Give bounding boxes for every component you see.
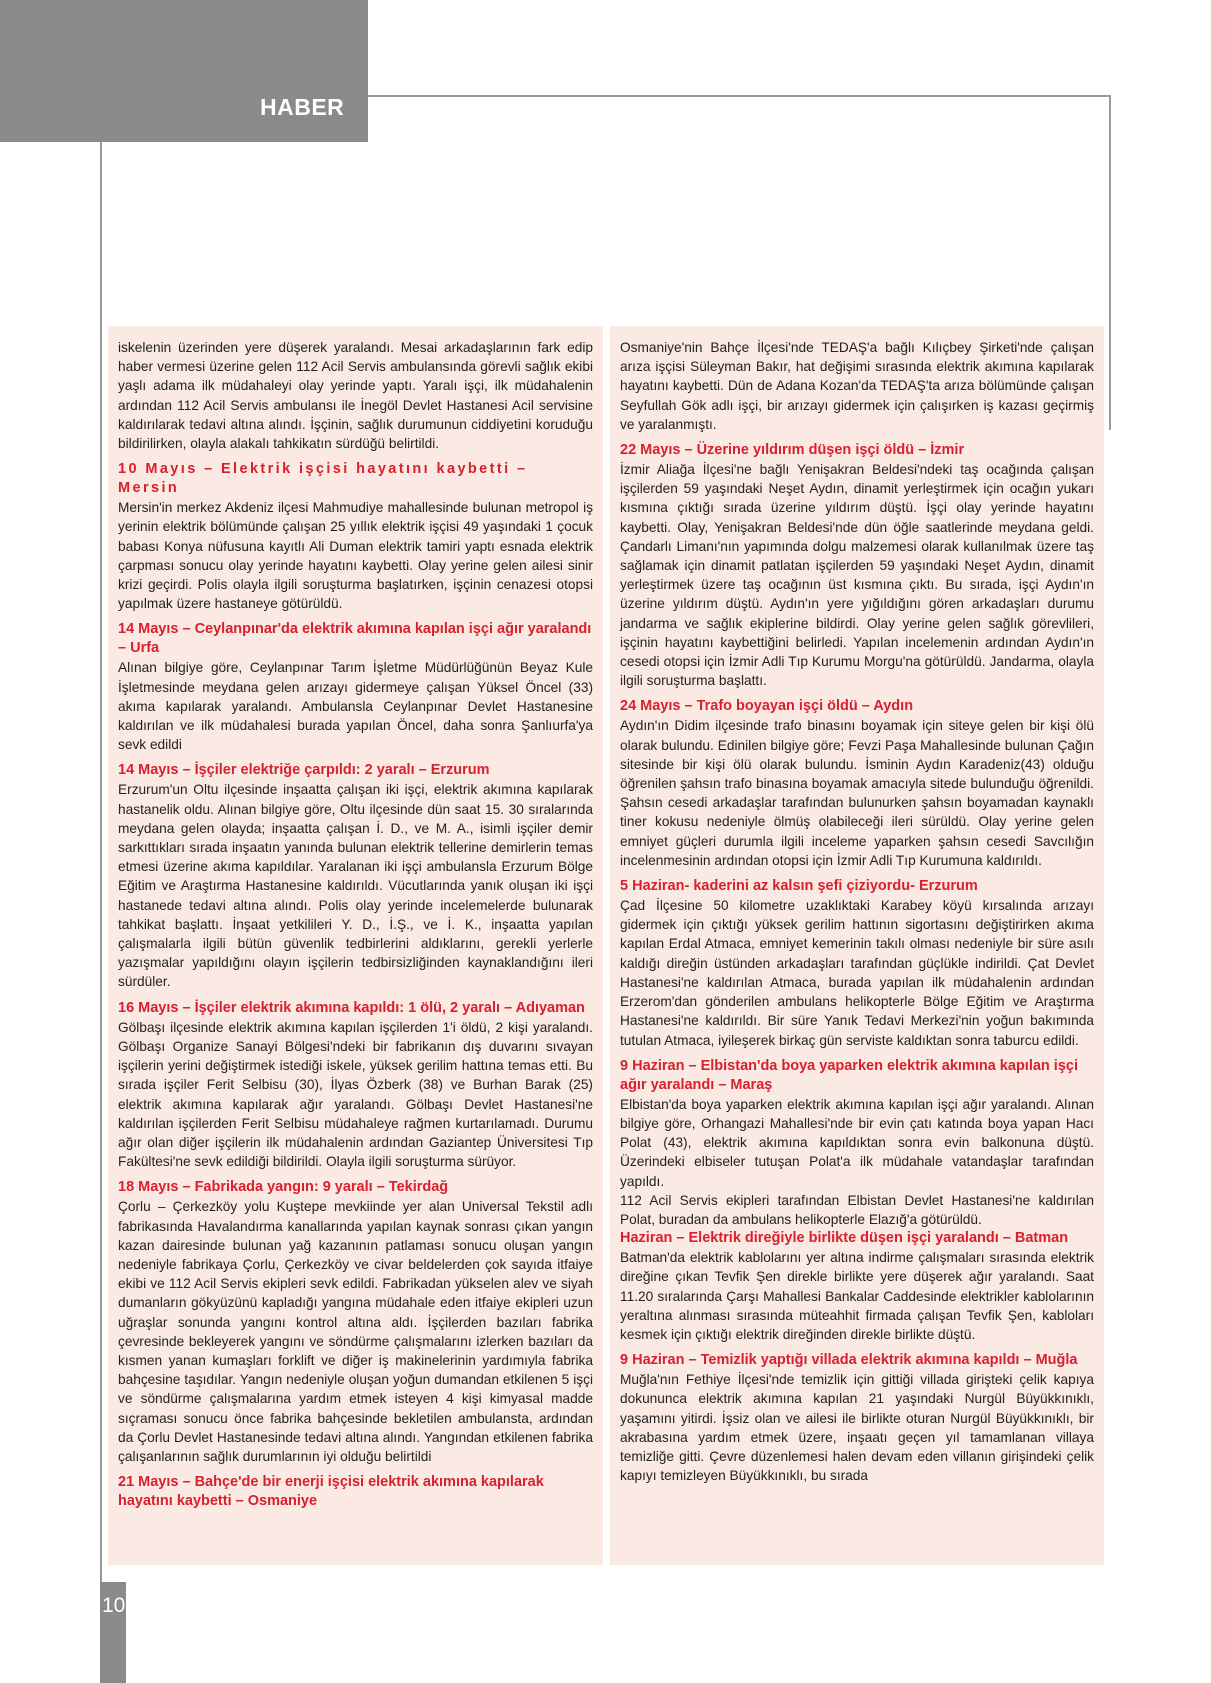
article-headline-osmaniye: 21 Mayıs – Bahçe'de bir enerji işçisi elektrik akımına kapılarak hayatını kaybetti – Osmaniye (118, 1474, 544, 1510)
article-body-erzurum-cat: Çad İlçesine 50 kilometre uzaklıktaki Karabey köyü kırsalında arızayı gidermek için çıktığı yüksek gerilim hattının sigortasını değiştirirken akıma kapılan Erdal Atmaca, emniyet kemerinin takılı olması nedeniyle bir süre asılı kaldığı direğin üstünden arkadaşları tarafından güçlükle indirildi. Çat Devlet Hastanesi'ne kaldırılan Atmaca, burada yapılan ilk müdahalenin ardından Erzerom'dan gönderilen ambulans helikopterle Bölge Eğitim ve Araştırma Hastanesi'ne kaldırıldı. Bir süre Yanık Tedavi Merkezi'nin yoğun bakımında tutulan Atmaca, iyileşerek birkaç gün serviste kaldıktan sonra taburcu edildi. (620, 898, 1094, 1048)
article-headline-maras: 9 Haziran – Elbistan'da boya yaparken elektrik akımına kapılan işçi ağır yaralandı – Maraş (620, 1057, 1078, 1093)
section-label: HABER (260, 94, 345, 120)
right-column (610, 326, 1104, 1565)
article-headline-tekirdag: 18 Mayıs – Fabrikada yangın: 9 yaralı – Tekirdağ (118, 1179, 449, 1196)
article-body-erzurum-oltu: Erzurum'un Oltu ilçesinde inşaatta çalışan iki işçi, elektrik akımına kapılarak hastanelik oldu. Alınan bilgiye göre, Oltu ilçesinde dün saat 15. 30 sıralarında meydana gelen olayda; inşaatta çalışan İ. D., ve M. A., isimli işçiler demir sarkıttıkları sırada inşaatın yanında bulunan elektrik tellerine demirlerin temas etmesi üzerine akıma kapıldılar. Yaralanan iki işçi ambulansla Erzurum Bölge Eğitim ve Araştırma Hastanesine kaldırıldı. Vücutlarında yanık oluşan iki işçi hastanede tedavi altına alındı. Polis olay yerinde incelemelerde bulunarak tahkikat başlattı. İnşaat yetkilileri Y. D., İ.Ş., ve İ. K., inşaatta yapılan çalışmalarla ilgili bütün güvenlik tedbirlerini aldıklarını, gerekli yerlerle yazışmalar yapıldığını olayın işçilerin tedbirsizliğinden kaynaklandığını ileri sürdüler. (118, 782, 593, 990)
article-headline-adiyaman: 16 Mayıs – İşçiler elektrik akımına kapıldı: 1 ölü, 2 yaralı – Adıyaman (118, 999, 585, 1016)
article-body-maras: Elbistan'da boya yaparken elektrik akımına kapılan işçi ağır yaralandı. Alınan bilgiye göre, Orhangazi Mahallesi'nde bir evin çatı katında boya yapan Hacı Polat (43), elektrik akımına kapıldıktan sonra evin balkonuna düştü. Üzerindeki elbiseler tutuşan Polat'a ilk müdahale vatandaşlar tarafından yapıldı. 112 Acil Servis ekipleri tarafından Elbistan Devlet Hastanesi'ne kaldırılan Polat, buradan da ambulans helikopterle Elazığ'a götürüldü. (620, 1096, 1094, 1227)
article-headline-izmir: 22 Mayıs – Üzerine yıldırım düşen işçi öldü – İzmir (620, 442, 965, 459)
page-number: 10 (102, 1594, 126, 1617)
article-body-tekirdag: Çorlu – Çerkezköy yolu Kuştepe mevkiinde yer alan Universal Tekstil adlı fabrikasında Havalandırma kanallarında yapılan kaynak sonrası çıkan yangın kazan dairesinde bulunan yağ kazanının patlaması sonucu oluşan yangın nedeniyle fabrikaya Çorlu, Çerkezköy ve civar beldelerden çok sayıda itfaiye ekibi ve 112 Acil Servis ekipleri sevk edildi. Fabrikadan yükselen alev ve siyah dumanların gökyüzünü kapladığı yangına müdahale eden itfaiye ekipleri uzun uğraşlar sonunda yangını kontrol altına aldı. İşçilerden bazıları fabrika çevresinde bekleyerek yangını ve söndürme çalışmalarını izlerken bazıları da kısmen yanan kumaşları forklift ve diğer iş makinelerinin yardımıyla fabrika bahçesine taşıdılar. Yangın nedeniyle oluşan yoğun dumandan etkilenen 5 işçi ve söndürme çalışmalarına yardım etmek isteyen 4 kişi kimyasal madde sıçraması sonucu önce fabrika bahçesinde bekletilen ambulansta, ardından da Çorlu Devlet Hastanesinde tedavi altına alındı. Yangından etkilenen fabrika çalışanlarının sağlık durumlarının iyi olduğu belirtildi (118, 1199, 593, 1464)
article-body-urfa: Alınan bilgiye göre, Ceylanpınar Tarım İşletme Müdürlüğünün Beyaz Kule İşletmesinde meydana gelen arızayı gidermeye çalışan Yüksel Öncel (33) akıma kapılarak yaralandı. Ambulansla Ceylanpınar Devlet Hastanesine kaldırılan ve ilk müdahalesi burada yapılan Öncel, daha sonra Şanlıurfa'ya sevk edildi (118, 660, 593, 753)
frame-line-left (100, 142, 102, 1582)
article-headline-aydin: 24 Mayıs – Trafo boyayan işçi öldü – Aydın (620, 698, 914, 715)
article-headline-mugla: 9 Haziran – Temizlik yaptığı villada elektrik akımına kapıldı – Muğla (620, 1352, 1078, 1369)
article-headline-erzurum-cat: 5 Haziran- kaderini az kalsın şefi çiziyordu- Erzurum (620, 878, 978, 895)
article-headline-urfa: 14 Mayıs – Ceylanpınar'da elektrik akımına kapılan işçi ağır yaralandı – Urfa (118, 621, 592, 657)
article-body-adiyaman: Gölbaşı ilçesinde elektrik akımına kapılan işçilerden 1'i öldü, 2 kişi yaralandı. Gölbaşı Organize Sanayi Bölgesi'ndeki bir fabrikanın dış duvarını sıvayan işçilerin yerini değiştirmek istediği iskele, yüksek gerilim hattına temas etti. Bu sırada işçiler Ferit Selbisu (30), İlyas Özberk (38) ve Burhan Barak (25) elektrik akımına kapılarak ağır yaralandı. Gölbaşı Devlet Hastanesi'ne kaldırılan işçilerden Ferit Selbisu müdahaleye rağmen kurtarılamadı. Durumu ağır olan diğer işçilerin ilk müdahalenin ardından Gaziantep Üniversitesi Tıp Fakültesi'ne sevk edildiği bildirildi. Olayla ilgili soruşturma sürüyor. (118, 1019, 593, 1170)
article-body-izmir: İzmir Aliağa İlçesi'ne bağlı Yenişakran Beldesi'ndeki taş ocağında çalışan işçilerden 59 yaşındaki Neşet Aydın, dinamit yerleştirmek için ocağın yukarı kısmına çıktığı sırada üzerine yıldırım düştü. İşçi olay yerinde hayatını kaybetti. Olay, Yenişakran Beldesi'nde dün öğle saatlerinde meydana geldi. Çandarlı Limanı'nın yapımında dolgu malzemesi olarak kullanılmak üzere taş sağlamak için dinamit patlatan işçilerden 59 yaşındaki Neşet Aydın, dinamit yerleştirmek üzere taş ocağının üst kısmına çıktı. Bu sırada, işçi Aydın'ın üzerine yıldırım düştü. Aydın'ın yere yığıldığını gören arkadaşları durumu jandarma ve sağlık ekiplerine bildirdi. Olay yerine gelen sağlık görevlileri, işçinin hayatını kaybettiğini belirledi. Yapılan incelemenin ardından Aydın'ın cesedi otopsi için İzmir Adli Tıp Kurumu Morgu'na götürüldü. Jandarma, olayla ilgili soruşturma başlattı. (620, 462, 1094, 689)
left-intro-text: iskelenin üzerinden yere düşerek yaralandı. Mesai arkadaşlarının fark edip haber vermesi üzerine gelen 112 Acil Servis ambulansında görevli sağlık ekibi yaşlı adama ilk müdahaleyi olay yerinde yaptı. Yaralı işçi, ilk müdahalenin ardından 112 Acil Servis ambulansı ile İnegöl Devlet Hastanesi Acil servisine kaldırılarak tedavi altına alındı. İşçinin, sağlık durumunun ciddiyetini koruduğu bildirilirken, olayla alakalı tahkikatın sürdüğü belirtildi. (118, 340, 593, 452)
article-body-batman: Batman'da elektrik kablolarını yer altına indirme çalışmaları sırasında elektrik direğine çıkan Tevfik Şen direkle birlikte yere düşerek ağır yaralandı. Saat 11.20 sıralarında Çarşı Mahallesi Bankalar Caddesinde elektrikler kablolarının yeraltına alınması sırasında müteahhit firmada çalışan Tevfik Şen, kabloları kesmek için çıktığı elektrik direğinden direkle birlikte düştü. (620, 1250, 1094, 1342)
article-headline-batman: Haziran – Elektrik direğiyle birlikte düşen işçi yaralandı – Batman (620, 1230, 1069, 1247)
left-column (108, 326, 603, 1565)
right-intro-text: Osmaniye'nin Bahçe İlçesi'nde TEDAŞ'a bağlı Kılıçbey Şirketi'nde çalışan arıza işçisi Süleyman Bakır, hat değişimi sırasında elektrik akımına kapılarak hayatını kaybetti. Dün de Adana Kozan'da TEDAŞ'ta arıza bölümünde çalışan Seyfullah Gök adlı işçi, bir arızayı gidermek için çalışırken iş kazası geçirmiş ve yaralanmıştı. (620, 340, 1094, 432)
article-headline-mersin: 10 Mayıs – Elektrik işçisi hayatını kaybetti – Mersin (118, 461, 528, 497)
article-headline-erzurum-oltu: 14 Mayıs – İşçiler elektriğe çarpıldı: 2 yaralı – Erzurum (118, 762, 490, 779)
frame-line-right (1109, 95, 1111, 430)
article-body-aydin: Aydın'ın Didim ilçesinde trafo binasını boyamak için siteye gelen bir kişi ölü olarak bulundu. Edinilen bilgiye göre; Fevzi Paşa Mahallesinde bulunan Çağın sitesinde bir kişi ölü olarak bulundu. İsminin Aydın Karadeniz(43) olduğu öğrenilen şahsın trafo binasına boyamak amacıyla sitede bulunduğu öğrenildi. Şahsın cesedi arkadaşlar tarafından bulunurken şahsın boyamadan kaynaklı tiner kokusu nedeniyle ölmüş olabileceği ileri sürüldü. Olay yerine gelen emniyet güçleri durumla ilgili inceleme yaparken şahsın cesedi Savcılığın incelenmesinin ardından otopsi için İzmir Adli Tıp Kurumuna kaldırıldı. (620, 718, 1094, 868)
article-body-mersin: Mersin'in merkez Akdeniz ilçesi Mahmudiye mahallesinde bulunan metropol iş yerinin elektrik bölümünde çalışan 25 yıllık elektrik işçisi 49 yaşındaki 1 çocuk babası Konya nüfusuna kayıtlı Ali Duman elektrik tamiri yaptı esnada elektrik çarpması sonucu olay yerinde hayatını kaybetti. Olay yerine gelen ailesi sinir krizi geçirdi. Polis olayla ilgili soruşturma başlatırken, işçinin cenazesi otopsi yapılmak üzere hastaneye götürüldü. (118, 500, 593, 612)
article-body-mugla: Muğla'nın Fethiye İlçesi'nde temizlik için gittiği villada girişteki çelik kapıya dokununca elektrik akımına kapılan 21 yaşındaki Nurgül Büyükkınıklı, yaşamını yitirdi. İşsiz olan ve ailesi ile birlikte oturan Nurgül Büyükkınıklı, bir akrabasına yardım etmek üzere, inşaatı geçen yıl tamamlanan villaya temizliğe gitti. Çevre düzenlemesi halen devam eden villanın girişindeki çelik kapıyı temizleyen Büyükkınıklı, bu sırada (620, 1372, 1094, 1484)
frame-line-top (368, 95, 1111, 97)
